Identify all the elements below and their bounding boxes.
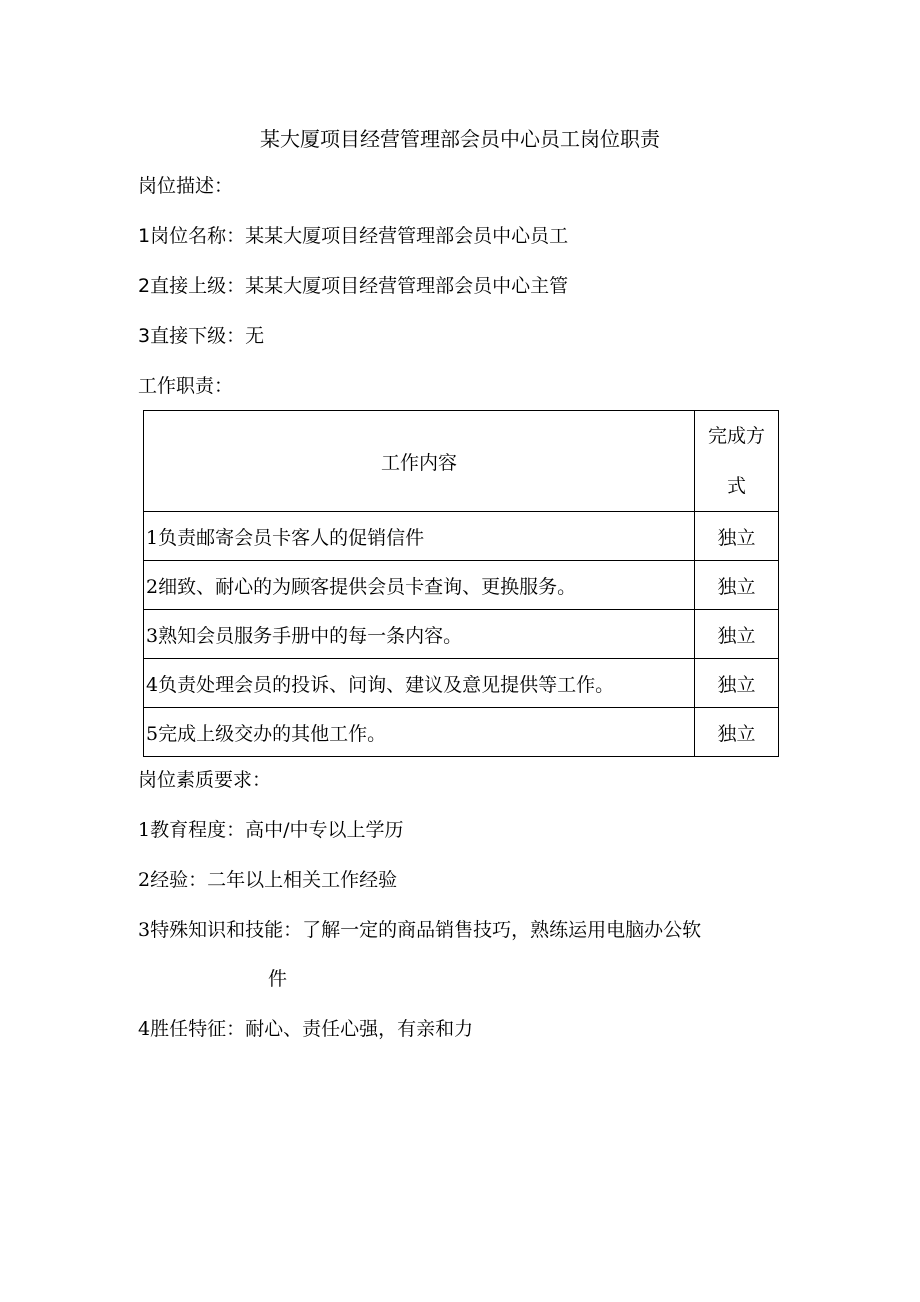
position-name-label: 1岗位名称： bbox=[138, 225, 246, 247]
row-content: 1负责邮寄会员卡客人的促销信件 bbox=[144, 512, 695, 561]
row-mode: 独立 bbox=[695, 512, 779, 561]
table-row bbox=[144, 708, 779, 757]
header-mode-line1: 完成方 bbox=[707, 425, 765, 447]
table-row bbox=[144, 610, 779, 659]
requirement-experience: 2经验：二年以上相关工作经验 bbox=[138, 869, 398, 891]
requirement-competency: 4胜任特征：耐心、责任心强，有亲和力 bbox=[138, 1018, 474, 1040]
direct-subordinate-label: 3直接下级： bbox=[138, 325, 246, 347]
direct-superior-value: 某某大厦项目经营管理部会员中心主管 bbox=[245, 275, 569, 297]
description-heading: 岗位描述： bbox=[138, 175, 234, 197]
row-content: 3熟知会员服务手册中的每一条内容。 bbox=[144, 610, 695, 659]
requirements-heading: 岗位素质要求： bbox=[138, 769, 272, 791]
row-content: 2细致、耐心的为顾客提供会员卡查询、更换服务。 bbox=[144, 561, 695, 610]
table-row bbox=[144, 659, 779, 708]
direct-superior-line bbox=[138, 272, 568, 300]
row-content: 5完成上级交办的其他工作。 bbox=[144, 708, 695, 757]
position-name-line bbox=[138, 222, 568, 250]
table-row bbox=[144, 512, 779, 561]
row-mode: 独立 bbox=[695, 561, 779, 610]
header-mode bbox=[695, 411, 779, 512]
row-mode: 独立 bbox=[695, 708, 779, 757]
requirement-education: 1教育程度：高中/中专以上学历 bbox=[138, 819, 404, 841]
direct-subordinate-value: 无 bbox=[245, 325, 265, 347]
row-mode: 独立 bbox=[695, 610, 779, 659]
row-content: 4负责处理会员的投诉、问询、建议及意见提供等工作。 bbox=[144, 659, 695, 708]
direct-superior-label: 2直接上级： bbox=[138, 275, 246, 297]
requirement-skills-line2: 件 bbox=[268, 968, 288, 990]
page-title: 某大厦项目经营管理部会员中心员工岗位职责 bbox=[260, 127, 660, 151]
duties-heading: 工作职责： bbox=[138, 375, 234, 397]
direct-subordinate-line bbox=[138, 322, 264, 350]
header-content: 工作内容 bbox=[144, 411, 695, 512]
position-name-value: 某某大厦项目经营管理部会员中心员工 bbox=[245, 225, 569, 247]
duties-table bbox=[143, 410, 779, 757]
duties-table-header bbox=[144, 411, 779, 512]
row-mode: 独立 bbox=[695, 659, 779, 708]
header-mode-line2: 式 bbox=[726, 475, 746, 497]
table-row bbox=[144, 561, 779, 610]
requirement-skills-line1: 3特殊知识和技能：了解一定的商品销售技巧，熟练运用电脑办公软 bbox=[138, 919, 702, 941]
